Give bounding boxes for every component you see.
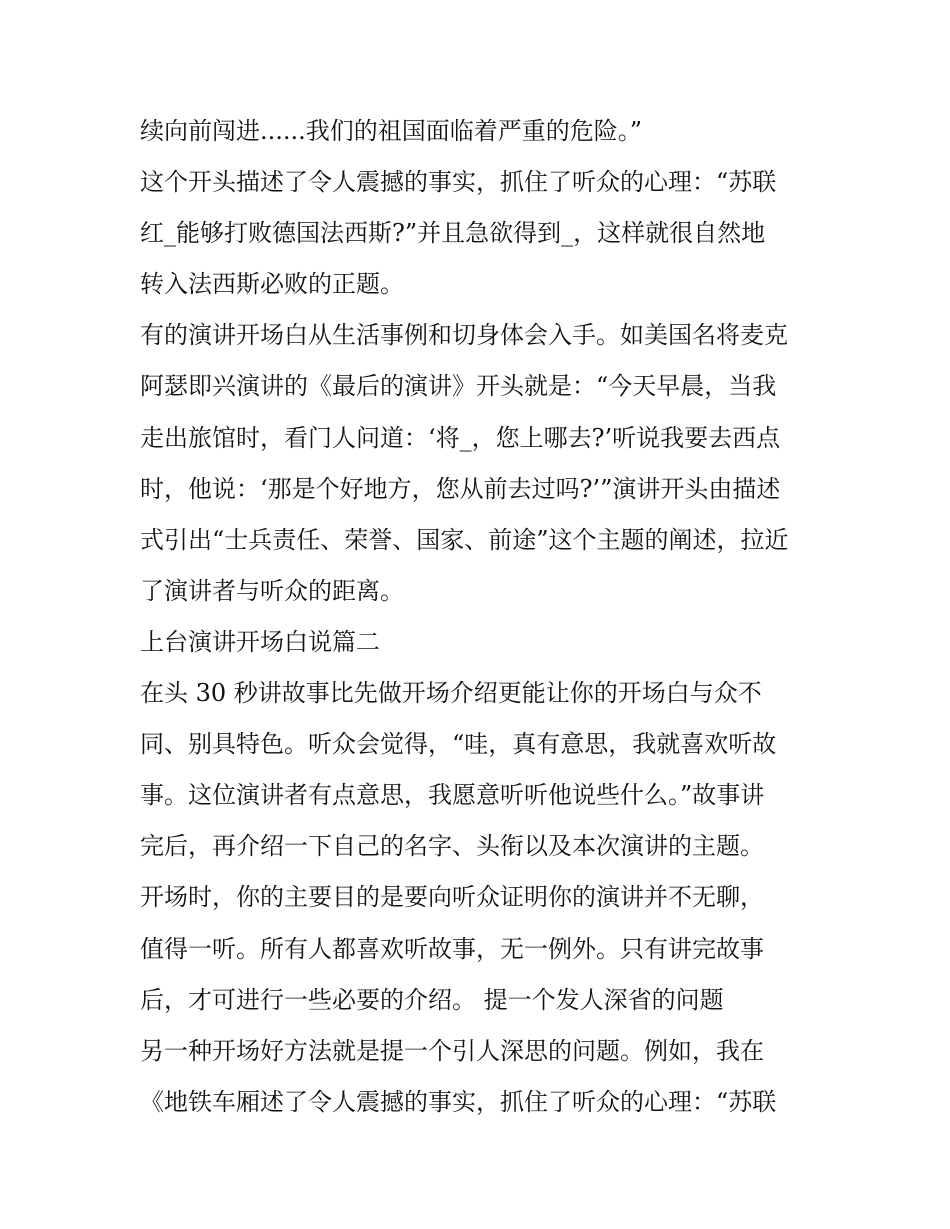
text-line: 在头 30 秒讲故事比先做开场介绍更能让你的开场白与众不 (140, 679, 762, 708)
section-heading: 上台演讲开场白说篇二 (140, 627, 380, 656)
text-line: 开场时，你的主要目的是要向听众证明你的演讲并不无聊， (140, 883, 764, 912)
text-line: 时，他说：‘那是个好地方，您从前去过吗?’”演讲开头由描述 (140, 474, 781, 503)
text-line: 这个开头描述了令人震撼的事实，抓住了听众的心理：“苏联 (140, 168, 777, 197)
text-line: 完后，再介绍一下自己的名字、头衔以及本次演讲的主题。 (140, 832, 764, 861)
text-line: 事。这位演讲者有点意思，我愿意听听他说些什么。”故事讲 (140, 781, 765, 810)
text-line: 同、别具特色。听众会觉得，“哇，真有意思，我就喜欢听故 (140, 730, 777, 759)
text-line: 式引出“士兵责任、荣誉、国家、前途”这个主题的阐述，拉近 (140, 525, 789, 554)
text-line: 续向前闯进......我们的祖国面临着严重的危险。” (140, 117, 643, 145)
text-line: 走出旅馆时，看门人问道：‘将_，您上哪去?’听说我要去西点 (140, 423, 781, 452)
text-line: 另一种开场好方法就是提一个引人深思的问题。例如，我在 (140, 1036, 764, 1065)
text-line: 值得一听。所有人都喜欢听故事，无一例外。只有讲完故事 (140, 934, 764, 963)
body-text (140, 106, 820, 1128)
text-line: 转入法西斯必败的正题。 (140, 270, 404, 299)
text-line: 《地铁车厢述了令人震撼的事实，抓住了听众的心理：“苏联 (140, 1087, 777, 1116)
text-line: 后，才可进行一些必要的介绍。 提一个发人深省的问题 (140, 985, 724, 1014)
text-line: 有的演讲开场白从生活事例和切身体会入手。如美国名将麦克 (140, 321, 788, 350)
text-line: 红_能够打败德国法西斯?”并且急欲得到_，这样就很自然地 (140, 219, 766, 248)
text-line: 了演讲者与听众的距离。 (140, 576, 404, 605)
text-line: 阿瑟即兴演讲的《最后的演讲》开头就是：“今天早晨，当我 (140, 372, 777, 401)
